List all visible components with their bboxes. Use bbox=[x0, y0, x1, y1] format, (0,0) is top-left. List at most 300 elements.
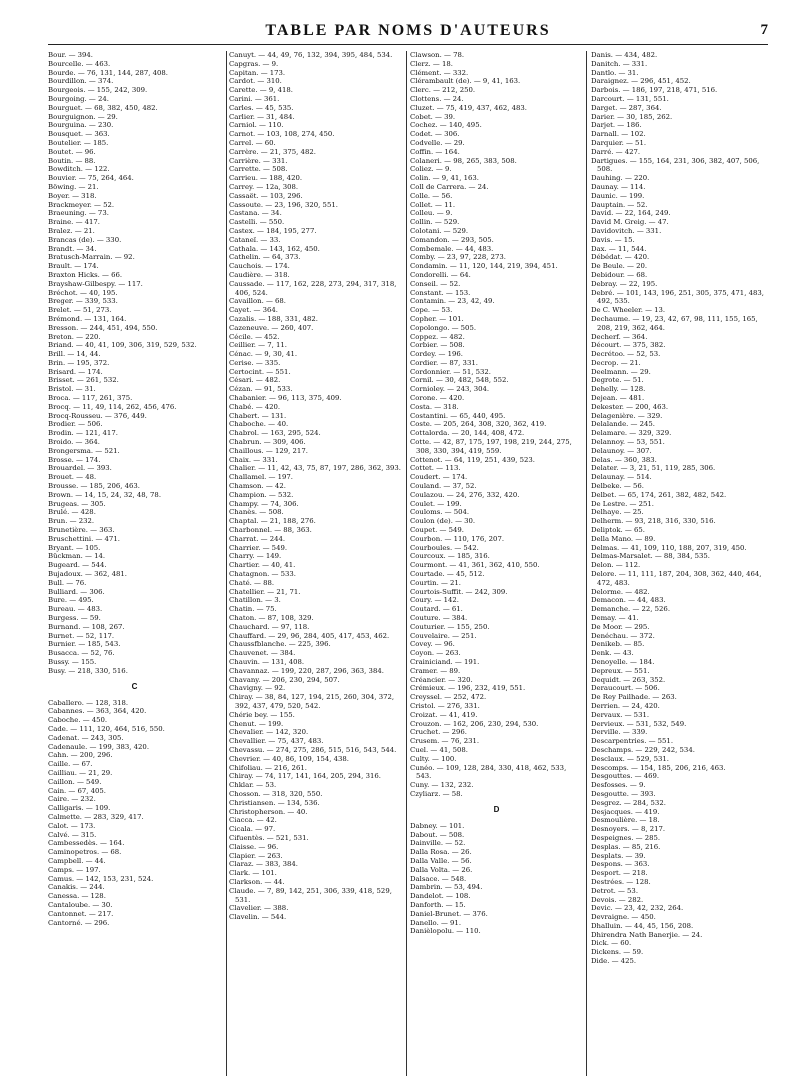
index-entry: Derrien. — 24, 420. bbox=[591, 701, 660, 710]
section-letter: C bbox=[131, 681, 138, 691]
index-entry: Bussy. — 155. bbox=[48, 657, 97, 666]
index-entry: Décourt. — 375, 382. bbox=[591, 341, 666, 350]
index-entry: Chklar. — 53. bbox=[229, 781, 277, 790]
index-entry: Dhalluin. — 44, 45, 156, 208. bbox=[591, 921, 694, 930]
index-entry: Delaunay. — 514. bbox=[591, 473, 652, 482]
index-entry: Cornioley. — 243, 304. bbox=[410, 385, 490, 394]
index-entry: Coste. — 205, 264, 308, 320, 362, 419. bbox=[410, 420, 547, 429]
index-entry: Danitch. — 331. bbox=[591, 59, 648, 68]
index-entry: Brandt. — 34. bbox=[48, 244, 97, 253]
index-entry: Chabrun. — 309, 406. bbox=[229, 438, 306, 447]
index-entry: Desclaux. — 529, 531. bbox=[591, 754, 669, 763]
index-entry: Decrop. — 21. bbox=[591, 358, 641, 367]
index-entry: Cottalorda. — 20, 144, 408, 472. bbox=[410, 429, 525, 438]
index-entry: Dantlo. — 31. bbox=[591, 68, 639, 77]
index-entry: Danis. — 434, 482. bbox=[591, 51, 658, 59]
index-entry: Ceillier. — 7, 11. bbox=[229, 341, 287, 350]
index-entry: Carrette. — 508. bbox=[229, 165, 288, 174]
index-entry: Ciacca. — 42. bbox=[229, 816, 277, 825]
index-entry: Chabé. — 420. bbox=[229, 402, 281, 411]
index-entry: Brongersma. — 521. bbox=[48, 446, 120, 455]
index-entry: Dauhing. — 220. bbox=[591, 174, 650, 183]
index-entry: Delas. — 360, 383. bbox=[591, 455, 657, 464]
index-entry: Carnot. — 103, 108, 274, 450. bbox=[229, 130, 335, 139]
index-entry: Césari. — 482. bbox=[229, 376, 281, 385]
index-entry: Debray. — 22, 195. bbox=[591, 279, 658, 288]
index-entry: Chatillon. — 3. bbox=[229, 596, 281, 605]
index-entry: Boutin. — 88. bbox=[48, 156, 96, 165]
index-entry: Bückman. — 14. bbox=[48, 552, 106, 561]
index-entry: Desjacques. — 419. bbox=[591, 807, 660, 816]
index-entry: Demanche. — 22, 526. bbox=[591, 605, 671, 614]
index-entry: Caballero. — 128, 318. bbox=[48, 698, 129, 707]
index-entry: Cézan. — 91, 533. bbox=[229, 385, 293, 394]
index-entry: Desgouttes. — 469. bbox=[591, 772, 660, 781]
index-entry: Darbois. — 186, 197, 218, 471, 516. bbox=[591, 86, 718, 95]
index-entry: Calmette. — 283, 329, 417. bbox=[48, 812, 144, 821]
index-entry: Bourguet. — 68, 382, 450, 482. bbox=[48, 103, 158, 112]
index-entry: Dalsace. — 548. bbox=[410, 874, 467, 883]
index-entry: Charbonnel. — 88, 363. bbox=[229, 526, 312, 535]
index-entry: Créancier. — 320. bbox=[410, 675, 473, 684]
index-entry: Courtois-Suffit. — 242, 309. bbox=[410, 587, 508, 596]
index-entry: Boutet. — 96. bbox=[48, 147, 96, 156]
index-entry: Caminopetros. — 68. bbox=[48, 848, 122, 857]
index-entry: Brisset. — 261, 532. bbox=[48, 376, 119, 385]
index-entry: Chevassu. — 274, 275, 286, 515, 516, 543, 544. bbox=[229, 745, 397, 754]
index-entry: Cordonnier. — 51, 532. bbox=[410, 367, 491, 376]
index-entry: Caudière. — 318. bbox=[229, 270, 290, 279]
index-entry: Cobet. — 39. bbox=[410, 112, 456, 121]
index-entry: Bousquet. — 363. bbox=[48, 130, 110, 139]
index-entry: Desfosses. — 9. bbox=[591, 781, 646, 790]
index-entry: Colleu. — 9. bbox=[410, 209, 453, 218]
index-entry: Deelmann. — 29. bbox=[591, 367, 651, 376]
index-entry: Demay. — 41. bbox=[591, 614, 639, 622]
index-entry: Destrées. — 128. bbox=[591, 877, 651, 886]
index-entry: Collet. — 11. bbox=[410, 200, 456, 209]
index-entry: Cambessedès. — 164. bbox=[48, 839, 125, 848]
index-entry: Cadenaule. — 199, 383, 420. bbox=[48, 742, 150, 751]
index-entry: Degrote. — 51. bbox=[591, 376, 644, 385]
index-entry: Cerise. — 335. bbox=[229, 358, 281, 367]
index-entry: Clark. — 101. bbox=[229, 869, 277, 878]
index-entry: Coulon (de). — 30. bbox=[410, 517, 476, 526]
index-entry: Chaillous. — 129, 217. bbox=[229, 446, 308, 455]
index-entry: Christiansen. — 134, 536. bbox=[229, 798, 320, 807]
index-entry: Dick. — 60. bbox=[591, 939, 632, 948]
index-entry: Dickens. — 59. bbox=[591, 948, 644, 957]
index-entry: Carles. — 45, 535. bbox=[229, 103, 294, 112]
index-entry: Chartier. — 40, 41. bbox=[229, 561, 296, 570]
index-entry: Busacca. — 52, 76. bbox=[48, 649, 115, 658]
index-entry: Chaix. — 331. bbox=[229, 455, 278, 464]
index-entry: Devois. — 282. bbox=[591, 895, 644, 904]
index-entry: Brown. — 14, 15, 24, 32, 48, 78. bbox=[48, 490, 162, 499]
index-entry: Böwing. — 21. bbox=[48, 182, 99, 191]
index-entry: Cavaillon. — 68. bbox=[229, 297, 286, 306]
index-entry: Dide. — 425. bbox=[591, 957, 637, 966]
index-entry: Chaton. — 87, 108, 329. bbox=[229, 614, 314, 622]
index-entry: Cottenot. — 64, 119, 251, 439, 523. bbox=[410, 455, 535, 464]
index-entry: Cassoute. — 23, 196, 320, 551. bbox=[229, 200, 338, 209]
index-entry: Davidovitch. — 331. bbox=[591, 226, 662, 235]
index-entry: Condorelli. — 64. bbox=[410, 270, 471, 279]
index-entry: Desnoyers. — 8, 217. bbox=[591, 825, 666, 834]
index-entry: Darré. — 427. bbox=[591, 147, 641, 156]
index-entry: Cluzet. — 75, 419, 437, 462, 483. bbox=[410, 103, 527, 112]
index-entry: Cayet. — 364. bbox=[229, 306, 278, 315]
page-number: 7 bbox=[760, 22, 768, 38]
index-entry: Delore. — 11, 111, 187, 204, 308, 362, 440, 464, 472, 483. bbox=[591, 570, 762, 587]
index-entry: Courtin. — 21. bbox=[410, 578, 461, 587]
index-entry: Cécile. — 452. bbox=[229, 332, 280, 341]
index-entry: Carrière. — 331. bbox=[229, 156, 288, 165]
index-entry: Brelet. — 51, 273. bbox=[48, 306, 112, 315]
index-entry: Bourgeois. — 155, 242, 309. bbox=[48, 86, 148, 95]
index-entry: Crémieux. — 196, 232, 419, 551. bbox=[410, 684, 526, 693]
index-entry: Braxton Hicks. — 66. bbox=[48, 270, 123, 279]
index-entry: Bull. — 76. bbox=[48, 578, 87, 587]
index-entry: Cope. — 53. bbox=[410, 306, 453, 315]
index-entry: Daraignez. — 296, 451, 452. bbox=[591, 77, 691, 86]
index-entry: Carniol. — 110. bbox=[229, 121, 284, 130]
index-column-1 bbox=[48, 51, 221, 1076]
index-entry: Depreux. — 551. bbox=[591, 666, 650, 675]
index-entry: Bourguignon. — 29. bbox=[48, 112, 118, 121]
index-entry: Derville. — 339. bbox=[591, 728, 648, 737]
index-entry: Courbon. — 110, 176, 207. bbox=[410, 534, 505, 543]
index-entry: Devraigne. — 450. bbox=[591, 913, 656, 922]
index-entry: Chaptal. — 21, 188, 276. bbox=[229, 517, 316, 526]
index-entry: Camus. — 142, 153, 231, 524. bbox=[48, 874, 154, 883]
index-entry: Canessa. — 128. bbox=[48, 892, 106, 901]
index-entry: Chevalier. — 142, 320. bbox=[229, 728, 309, 737]
index-entry: Bristol. — 31. bbox=[48, 385, 96, 394]
index-entry: Brodin. — 121, 417. bbox=[48, 429, 118, 438]
index-entry: Clawson. — 78. bbox=[410, 51, 465, 59]
index-entry: Caussade. — 117, 162, 228, 273, 294, 317, 318, 406, 524. bbox=[229, 279, 397, 297]
index-entry: Caire. — 232. bbox=[48, 795, 96, 804]
index-entry: Burgess. — 59. bbox=[48, 614, 101, 622]
index-entry: Chauffard. — 29, 96, 284, 405, 417, 453, 462. bbox=[229, 631, 390, 640]
index-entry: Condamin. — 11, 120, 144, 219, 394, 451. bbox=[410, 262, 558, 271]
index-entry: Comby. — 23, 97, 228, 273. bbox=[410, 253, 506, 262]
index-entry: Charry. — 149. bbox=[229, 552, 282, 561]
index-entry: Chabert. — 131. bbox=[229, 411, 287, 420]
index-entry: Bruschettini. — 471. bbox=[48, 534, 120, 543]
index-entry: Denoyelle. — 184. bbox=[591, 657, 655, 666]
index-entry: Clérambault (de). — 9, 41, 163. bbox=[410, 77, 521, 86]
index-entry: De Beule. — 20. bbox=[591, 262, 648, 271]
index-entry: Cordier. — 87, 331. bbox=[410, 358, 478, 367]
index-entry: Costa. — 318. bbox=[410, 402, 459, 411]
index-entry: Brousse. — 185, 206, 463. bbox=[48, 482, 140, 491]
index-entry: Cadenat. — 243, 305. bbox=[48, 733, 124, 742]
index-entry: Bourdillon. — 374. bbox=[48, 77, 114, 86]
index-entry: Desplas. — 85, 216. bbox=[591, 842, 661, 851]
index-entry: De Moor. — 295. bbox=[591, 622, 650, 631]
index-entry: Brisard. — 174. bbox=[48, 367, 103, 376]
index-entry: Braine. — 417. bbox=[48, 218, 100, 227]
index-entry: Crainiciand. — 191. bbox=[410, 657, 480, 666]
index-entry: Constant. — 153. bbox=[410, 288, 471, 297]
index-entry: Della Mano. — 89. bbox=[591, 534, 656, 543]
index-entry: Delagenière. — 329. bbox=[591, 411, 663, 420]
index-entry: Culty. — 100. bbox=[410, 754, 457, 763]
index-entry: Coyon. — 263. bbox=[410, 649, 461, 658]
index-entry: Cornil. — 30, 482, 548, 552. bbox=[410, 376, 509, 385]
index-entry: Brodier. — 506. bbox=[48, 420, 103, 429]
index-entry: Bralez. — 21. bbox=[48, 226, 95, 235]
index-entry: Cathala. — 143, 162, 450. bbox=[229, 244, 320, 253]
index-entry: Clerc. — 212, 250. bbox=[410, 86, 476, 95]
index-entry: Delhaye. — 25. bbox=[591, 508, 644, 517]
index-entry: Brouet. — 48. bbox=[48, 473, 97, 482]
index-entry: Dalla Volta. — 26. bbox=[410, 865, 473, 874]
section-letter: D bbox=[493, 804, 500, 814]
index-entry: Dauptain. — 52. bbox=[591, 200, 648, 209]
index-entry: Chifoliau. — 216, 261. bbox=[229, 763, 307, 772]
index-entry: Desplats. — 39. bbox=[591, 851, 646, 860]
index-entry: Chatagnon. — 533. bbox=[229, 570, 296, 579]
index-entry: Chamson. — 42. bbox=[229, 482, 286, 491]
index-entry: Chavannaz. — 199, 220, 287, 296, 363, 384. bbox=[229, 666, 384, 675]
index-entry: Delmas-Marsalet. — 88, 384, 535. bbox=[591, 552, 710, 561]
index-entry: Detrot. — 53. bbox=[591, 886, 639, 895]
index-entry: Cantonnet. — 217. bbox=[48, 909, 114, 918]
index-entry: Clapier. — 263. bbox=[229, 851, 283, 860]
index-entry: Couland. — 37, 52. bbox=[410, 482, 477, 491]
index-entry: Courmont. — 41, 361, 362, 410, 550. bbox=[410, 561, 540, 570]
index-entry: Dehelly. — 128. bbox=[591, 385, 646, 394]
index-entry: Carrère. — 21, 375, 482. bbox=[229, 147, 316, 156]
index-entry: Dambrin. — 53, 494. bbox=[410, 883, 483, 892]
index-entry: Cifuentès. — 521, 531. bbox=[229, 833, 309, 842]
index-entry: Comandon. — 293, 505. bbox=[410, 235, 494, 244]
index-entry: Cailliau. — 21, 29. bbox=[48, 768, 113, 777]
index-entry: Decherf. — 364. bbox=[591, 332, 648, 341]
index-entry: Champion. — 532. bbox=[229, 490, 294, 499]
index-entry: Dekester. — 200, 463. bbox=[591, 402, 669, 411]
index-entry: Collin. — 529. bbox=[410, 218, 460, 227]
index-entry: Chevrier. — 40, 86, 109, 154, 438. bbox=[229, 754, 349, 763]
index-entry: Delaunoy. — 307. bbox=[591, 446, 652, 455]
index-entry: Cottet. — 113. bbox=[410, 464, 461, 473]
index-entry: Chiray. — 38, 84, 127, 194, 215, 260, 304, 372, 392, 437, 479, 520, 542. bbox=[229, 693, 395, 710]
index-entry: Broido. — 364. bbox=[48, 438, 100, 447]
index-entry: Corbier. — 508. bbox=[410, 341, 465, 350]
index-entry: David M. Greig. — 47. bbox=[591, 218, 669, 227]
index-entry: Bryant. — 105. bbox=[48, 543, 101, 552]
index-entry: Boutelier. — 185. bbox=[48, 138, 109, 147]
index-entry: Desgrez. — 284, 532. bbox=[591, 798, 666, 807]
index-entry: Chérie bey. — 155. bbox=[229, 710, 295, 719]
index-entry: Dandelot. — 108. bbox=[410, 892, 471, 901]
index-entry: Delorme. — 482. bbox=[591, 587, 650, 596]
index-entry: Champy. — 74, 306. bbox=[229, 499, 299, 508]
index-entry: Descomps. — 154, 185, 206, 216, 463. bbox=[591, 763, 726, 772]
index-entry: Cazalis. — 188, 331, 482. bbox=[229, 314, 318, 323]
index-column-4 bbox=[591, 51, 764, 1076]
index-entry: Brocq-Rousseu. — 376, 449. bbox=[48, 411, 147, 420]
index-entry: Coulet. — 199. bbox=[410, 499, 462, 508]
index-entry: Delalande. — 245. bbox=[591, 420, 655, 429]
index-entry: Briand. — 40, 41, 109, 306, 319, 529, 532. bbox=[48, 341, 197, 350]
index-entry: Cochez. — 140, 495. bbox=[410, 121, 482, 130]
index-entry: Chavany. — 206, 230, 294, 507. bbox=[229, 675, 340, 684]
index-entry: Cruchet. — 296. bbox=[410, 728, 467, 737]
index-entry: Dartigues. — 155, 164, 231, 306, 382, 407, 506, 508. bbox=[591, 156, 760, 174]
index-entry: Clavelin. — 544. bbox=[229, 913, 287, 922]
index-entry: Chavigny. — 92. bbox=[229, 684, 286, 693]
index-entry: Corone. — 420. bbox=[410, 394, 465, 403]
index-entry: Dabout. — 508. bbox=[410, 830, 465, 839]
index-entry: Delbet. — 65, 174, 261, 382, 482, 542. bbox=[591, 490, 727, 499]
index-entry: Carlier. — 31, 484. bbox=[229, 112, 295, 121]
index-entry: Danièlopolu. — 110. bbox=[410, 927, 481, 936]
index-entry: Danforth. — 15. bbox=[410, 900, 466, 909]
index-entry: Coudert. — 174. bbox=[410, 473, 468, 482]
index-entry: Chatin. — 75. bbox=[229, 605, 277, 614]
index-entry: Chanès. — 508. bbox=[229, 508, 284, 517]
index-entry: Cahn. — 200, 296. bbox=[48, 751, 113, 760]
index-entry: Brayshaw-Gilbespy. — 117. bbox=[48, 279, 143, 288]
index-entry: Danello. — 91. bbox=[410, 918, 462, 927]
index-entry: Caille. — 67. bbox=[48, 760, 93, 769]
index-entry: Darnall. — 102. bbox=[591, 130, 646, 139]
index-entry: Boyer. — 318. bbox=[48, 191, 97, 200]
index-entry: Cuel. — 41, 508. bbox=[410, 745, 468, 754]
index-entry: Canuyt. — 44, 49, 76, 132, 394, 395, 484, 534. bbox=[229, 51, 393, 59]
index-entry: Darquier. — 51. bbox=[591, 138, 647, 147]
index-entry: Demacon. — 44, 483. bbox=[591, 596, 666, 605]
index-entry: Dabney. — 101. bbox=[410, 821, 465, 830]
index-entry: Coupet. — 549. bbox=[410, 526, 464, 535]
page-header bbox=[48, 22, 768, 46]
index-entry: Delamare. — 329, 329. bbox=[591, 429, 672, 438]
index-entry: De Lestre. — 251. bbox=[591, 499, 654, 508]
index-entry: Carette. — 9, 418. bbox=[229, 86, 293, 95]
index-entry: Bour. — 394. bbox=[48, 51, 93, 59]
index-entry: Chauchard. — 97, 118. bbox=[229, 622, 310, 631]
index-entry: Dejean. — 481. bbox=[591, 394, 645, 403]
index-entry: Bureau. — 483. bbox=[48, 605, 103, 614]
index-entry: De Rey Pailhade. — 263. bbox=[591, 693, 677, 702]
index-entry: Caillon. — 549. bbox=[48, 777, 102, 786]
index-entry: Chatellier. — 21, 71. bbox=[229, 587, 301, 596]
index-entry: Brocq. — 11, 49, 114, 262, 456, 476. bbox=[48, 402, 177, 411]
index-entry: Bourgoing. — 24. bbox=[48, 94, 109, 103]
index-entry: Burnet. — 52, 117. bbox=[48, 631, 115, 640]
index-entry: Bugeard. — 544. bbox=[48, 561, 107, 570]
index-entry: Castex. — 184, 195, 277. bbox=[229, 226, 317, 235]
index-entry: Chenut. — 199. bbox=[229, 719, 284, 728]
index-entry: Brémond. — 131, 164. bbox=[48, 314, 127, 323]
index-entry: Dervaux. — 531. bbox=[591, 710, 650, 719]
index-entry: Daniel-Brunet. — 376. bbox=[410, 909, 488, 918]
index-entry: Copher. — 101. bbox=[410, 314, 464, 323]
index-entry: Chauvenet. — 384. bbox=[229, 649, 296, 658]
index-entry: Cataneï. — 33. bbox=[229, 235, 281, 244]
index-entry: Castana. — 34. bbox=[229, 209, 282, 218]
page-title: TABLE PAR NOMS D'AUTEURS bbox=[265, 22, 551, 39]
index-entry: Brun. — 232. bbox=[48, 517, 95, 526]
index-entry: Cunéo. — 109, 128, 284, 330, 418, 462, 533, 543. bbox=[410, 763, 567, 781]
index-entry: Darjet. — 186. bbox=[591, 121, 642, 130]
index-entry: Dequidt. — 263, 352. bbox=[591, 675, 666, 684]
index-entry: Chalier. — 11, 42, 43, 75, 87, 197, 286, 362, 393. bbox=[229, 464, 401, 473]
index-entry: Camps. — 197. bbox=[48, 865, 101, 874]
index-entry: Brouardel. — 393. bbox=[48, 464, 112, 473]
index-entry: David. — 22, 164, 249. bbox=[591, 209, 671, 218]
index-entry: Cauchois. — 174. bbox=[229, 262, 290, 271]
index-entry: Devic. — 23, 42, 232, 264. bbox=[591, 904, 684, 913]
index-entry: Desport. — 218. bbox=[591, 869, 648, 878]
header-rule bbox=[48, 44, 768, 45]
index-entry: Delmas. — 41, 109, 110, 188, 207, 319, 450. bbox=[591, 543, 747, 552]
index-entry: Bourcelle. — 463. bbox=[48, 59, 111, 68]
index-entry: Chabrol. — 163, 295, 524. bbox=[229, 429, 321, 438]
index-entry: Chosson. — 318, 320, 550. bbox=[229, 789, 323, 798]
index-entry: Bréchot. — 40, 195. bbox=[48, 288, 118, 297]
index-entry: Chiray. — 74, 117, 141, 164, 205, 294, 316. bbox=[229, 772, 381, 781]
index-entry: Chabanier. — 96, 113, 375, 409. bbox=[229, 394, 342, 403]
index-entry: Coury. — 142. bbox=[410, 596, 459, 605]
index-entry: Delater. — 3, 21, 51, 119, 285, 306. bbox=[591, 464, 716, 473]
index-entry: Clarkson. — 44. bbox=[229, 877, 285, 886]
index-entry: Courcoux. — 185, 316. bbox=[410, 552, 490, 561]
index-entry: Denikeb. — 85. bbox=[591, 640, 645, 649]
index-entry: Cain. — 67, 405. bbox=[48, 786, 106, 795]
index-entry: Daunic. — 199. bbox=[591, 191, 645, 200]
index-entry: Conseil. — 52. bbox=[410, 279, 461, 288]
index-entry: Debidour. — 68. bbox=[591, 270, 648, 279]
index-entry: Cénac. — 9, 30, 41. bbox=[229, 350, 298, 359]
index-entry: Coulazou. — 24, 276, 332, 420. bbox=[410, 490, 520, 499]
index-entry: Chevallier. — 75, 437, 483. bbox=[229, 737, 324, 746]
index-entry: Christopherson. — 40. bbox=[229, 807, 308, 816]
index-entry: Coliez. — 9. bbox=[410, 165, 452, 174]
index-entry: Costantini. — 65, 440, 495. bbox=[410, 411, 506, 420]
index-entry: Cramer. — 89. bbox=[410, 666, 461, 675]
index-entry: Busy. — 218, 330, 516. bbox=[48, 666, 128, 675]
index-entry: Davis. — 15. bbox=[591, 235, 635, 244]
index-column-2 bbox=[229, 51, 402, 1076]
index-entry: Crouzon. — 162, 206, 230, 294, 530. bbox=[410, 719, 539, 728]
index-entry: Cardot. — 310. bbox=[229, 77, 282, 86]
index-entry: Broca. — 117, 261, 375. bbox=[48, 394, 133, 403]
index-entry: Brin. — 195, 372. bbox=[48, 358, 110, 367]
index-entry: Croizat. — 41, 419. bbox=[410, 710, 478, 719]
index-entry: Darier. — 30, 185, 262. bbox=[591, 112, 673, 121]
index-entry: Brancas (de). — 330. bbox=[48, 235, 122, 244]
index-entry: Calligaris. — 109. bbox=[48, 804, 111, 813]
index-entry: Colotani. — 529. bbox=[410, 226, 469, 235]
index-entry: Cantorné. — 296. bbox=[48, 918, 110, 927]
index-entry: Calot. — 173. bbox=[48, 821, 96, 830]
index-entry: Descarpentries. — 551. bbox=[591, 737, 674, 746]
index-entry: Canakis. — 244. bbox=[48, 883, 105, 892]
index-entry: Dalla Valle. — 56. bbox=[410, 856, 472, 865]
index-entry: Brunetière. — 363. bbox=[48, 526, 115, 535]
index-entry: Darget. — 287, 364. bbox=[591, 103, 662, 112]
index-entry: Cantaloube. — 30. bbox=[48, 900, 113, 909]
index-entry: Cabannes. — 363, 364, 420. bbox=[48, 707, 147, 716]
index-entry: Daunay. — 114. bbox=[591, 182, 646, 191]
index-entry: Brill. — 14, 44. bbox=[48, 350, 101, 359]
index-entry: Brackmeyer. — 52. bbox=[48, 200, 115, 209]
